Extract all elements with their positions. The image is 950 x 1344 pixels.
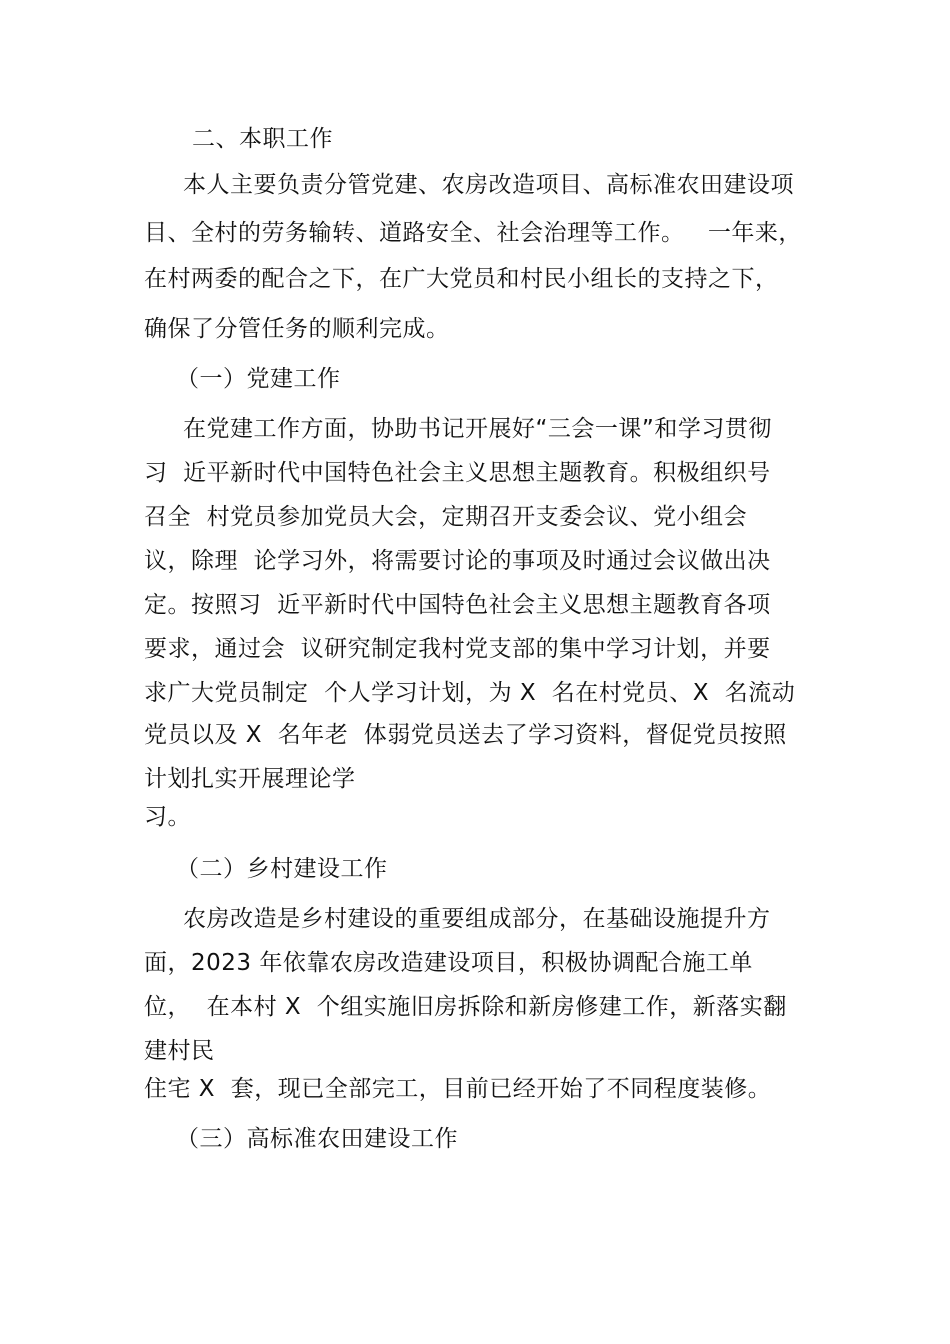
paragraph-line: 确保了分管任务的顺利完成。 (144, 316, 450, 342)
paragraph-line: 位， 在本村 X 个组实施旧房拆除和新房修建工作，新落实翻 (144, 994, 787, 1020)
paragraph-line: 议，除理 论学习外，将需要讨论的事项及时通过会议做出决 (144, 548, 771, 574)
paragraph-line: 在党建工作方面，协助书记开展好“三会一课”和学习贯彻 (183, 416, 772, 442)
subsection-heading: （一）党建工作 (176, 366, 341, 392)
paragraph-line: 召全 村党员参加党员大会，定期召开支委会议、党小组会 (144, 504, 748, 530)
paragraph-line: 在村两委的配合之下，在广大党员和村民小组长的支持之下， (144, 266, 779, 292)
paragraph-line: 要求，通过会 议研究制定我村党支部的集中学习计划，并要 (144, 636, 771, 662)
paragraph-line: 习 近平新时代中国特色社会主义思想主题教育。积极组织号 (144, 460, 771, 486)
paragraph-line: 定。按照习 近平新时代中国特色社会主义思想主题教育各项 (144, 592, 771, 618)
section-heading: 二、本职工作 (192, 126, 333, 152)
paragraph-line: 计划扎实开展理论学 (144, 766, 356, 792)
paragraph-line: 党员以及 X 名年老 体弱党员送去了学习资料，督促党员按照 (144, 722, 787, 748)
paragraph-line: 面，2023 年依靠农房改造建设项目，积极协调配合施工单 (144, 950, 753, 976)
paragraph-line: 住宅 X 套，现已全部完工，目前已经开始了不同程度装修。 (144, 1076, 772, 1102)
paragraph-line: 本人主要负责分管党建、农房改造项目、高标准农田建设项 (183, 172, 794, 198)
paragraph-line: 目、全村的劳务输转、道路安全、社会治理等工作。 一年来， (144, 220, 802, 246)
paragraph-line: 农房改造是乡村建设的重要组成部分，在基础设施提升方 (183, 906, 771, 932)
subsection-heading: （二）乡村建设工作 (176, 856, 388, 882)
paragraph-line: 习。 (144, 804, 191, 830)
paragraph-line: 建村民 (144, 1038, 215, 1064)
subsection-heading: （三）高标准农田建设工作 (176, 1126, 458, 1152)
paragraph-line: 求广大党员制定 个人学习计划，为 X 名在村党员、X 名流动 (144, 680, 796, 706)
